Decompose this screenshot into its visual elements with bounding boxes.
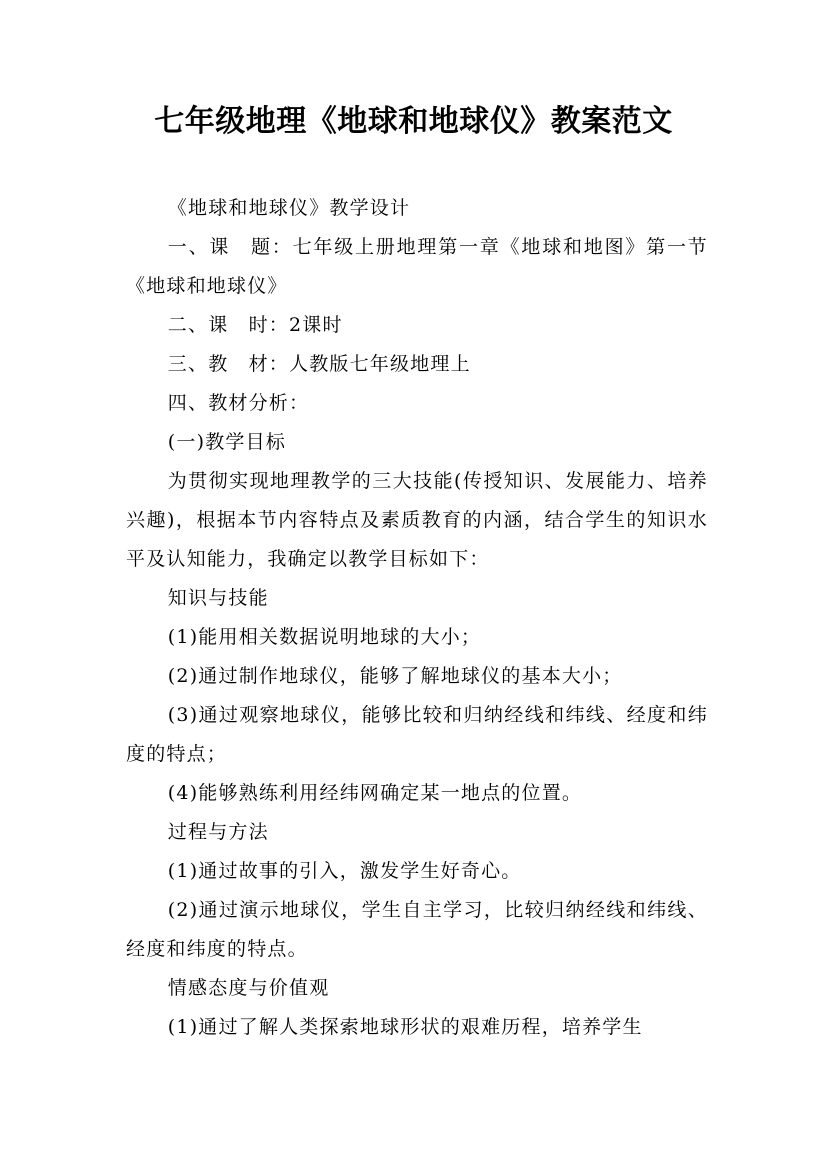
- paragraph-attitude-1: (1)通过了解人类探索地球形状的艰难历程，培养学生: [167, 1016, 643, 1038]
- paragraph-knowledge-heading: 知识与技能: [167, 587, 269, 609]
- paragraph-knowledge-1: (1)能用相关数据说明地球的大小；: [167, 626, 482, 648]
- paragraph-knowledge-2: (2)通过制作地球仪，能够了解地球仪的基本大小；: [167, 665, 623, 687]
- paragraph-attitude-heading: 情感态度与价值观: [167, 977, 330, 999]
- document-body: [126, 189, 708, 1047]
- paragraph-goals-intro: 为贯彻实现地理教学的三大技能(传授知识、发展能力、培养兴趣)，根据本节内容特点及素质教育的内涵，结合学生的知识水平及认知能力，我确定以教学目标如下：: [126, 470, 708, 570]
- paragraph-process-heading: 过程与方法: [167, 821, 269, 843]
- document-title: 七年级地理《地球和地球仪》教案范文: [154, 104, 673, 139]
- paragraph-design-heading: 《地球和地球仪》教学设计: [167, 197, 411, 219]
- paragraph-topic: 一、课 题：七年级上册地理第一章《地球和地图》第一节《地球和地球仪》: [126, 236, 708, 297]
- paragraph-analysis-heading: 四、教材分析：: [167, 392, 310, 414]
- paragraph-process-1: (1)通过故事的引入，激发学生好奇心。: [167, 860, 522, 882]
- paragraph-textbook: 三、教 材：人教版七年级地理上: [167, 353, 471, 375]
- paragraph-class-hours: 二、课 时：2课时: [167, 314, 343, 336]
- paragraph-knowledge-4: (4)能够熟练利用经纬网确定某一地点的位置。: [167, 782, 583, 804]
- paragraph-process-2: (2)通过演示地球仪，学生自主学习，比较归纳经线和纬线、经度和纬度的特点。: [126, 899, 708, 960]
- paragraph-goals-heading: (一)教学目标: [167, 431, 287, 453]
- paragraph-knowledge-3: (3)通过观察地球仪，能够比较和归纳经线和纬线、经度和纬度的特点；: [126, 704, 708, 765]
